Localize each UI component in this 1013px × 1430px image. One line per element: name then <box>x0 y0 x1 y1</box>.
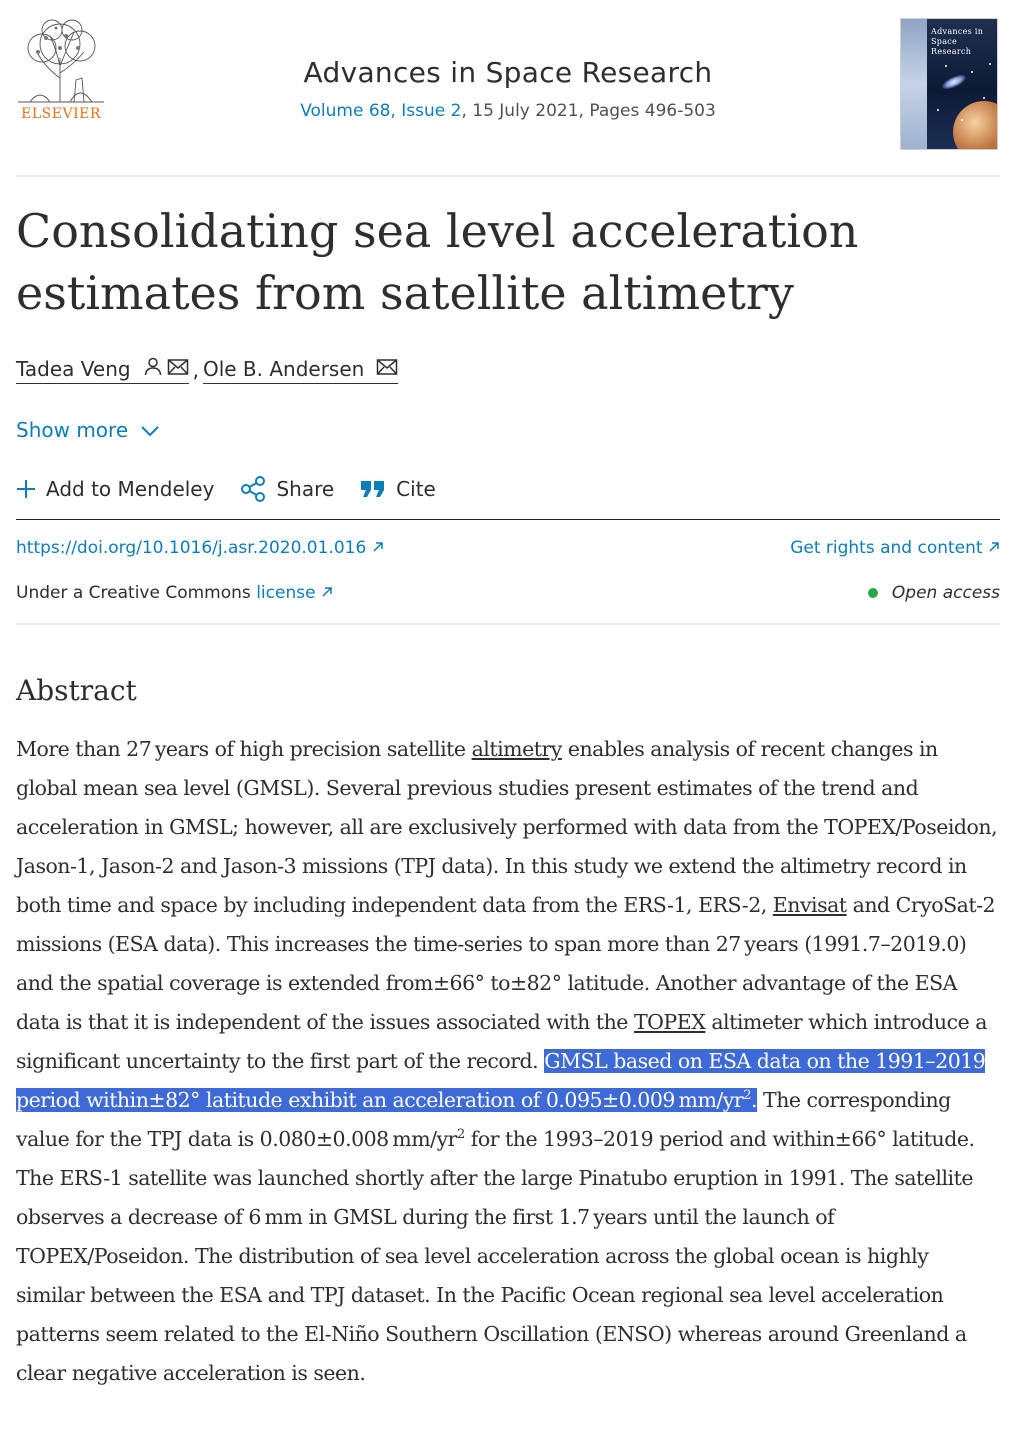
abstract-text <box>16 730 1000 1393</box>
author-separator: , <box>192 358 199 382</box>
journal-cover[interactable] <box>900 18 998 150</box>
topex-link[interactable]: TOPEX <box>633 1010 706 1034</box>
license-link[interactable] <box>256 583 333 603</box>
external-link-icon <box>988 541 1000 553</box>
get-rights-label: Get rights and content <box>790 538 983 558</box>
mail-icon <box>376 357 398 381</box>
abstract-heading: Abstract <box>16 674 137 707</box>
cover-title: Advances in Space Research <box>931 27 984 56</box>
license-link-label: license <box>256 583 316 603</box>
selected-text-end: . <box>750 1088 757 1112</box>
open-access-badge <box>868 583 1000 603</box>
cite-button[interactable] <box>360 477 436 501</box>
external-link-icon <box>321 586 333 598</box>
open-access-label: Open access <box>891 583 1000 603</box>
share-button[interactable] <box>240 476 334 502</box>
show-more-button[interactable] <box>16 418 160 442</box>
external-link-icon <box>372 541 384 553</box>
add-to-mendeley-label: Add to Mendeley <box>46 477 215 501</box>
author-list <box>16 356 398 384</box>
author-name: Ole B. Andersen <box>202 356 365 381</box>
license-info <box>16 583 333 603</box>
author-name: Tadea Veng <box>16 356 131 381</box>
abstract-segment: More than 27 years of high precision satellite <box>16 737 472 761</box>
journal-title[interactable]: Advances in Space Research <box>303 56 713 89</box>
abstract-segment: The corresponding value for the TPJ data is 0.080±0.008 mm/yr <box>16 1088 951 1151</box>
issue-info <box>16 101 1000 121</box>
share-label: Share <box>276 477 335 501</box>
person-icon <box>143 356 163 381</box>
article-actions <box>16 476 462 502</box>
add-to-mendeley-button[interactable] <box>16 477 214 501</box>
superscript: 2 <box>743 1088 751 1104</box>
selected-text-body: GMSL based on ESA data on the 1991–2019 period within±82° latitude exhibit an acceleration of 0.095±0.009 mm/yr <box>16 1049 986 1112</box>
plus-icon <box>16 479 36 499</box>
journal-info <box>16 56 1000 121</box>
share-icon <box>240 476 266 502</box>
cite-label: Cite <box>396 477 436 501</box>
envisat-link[interactable]: Envisat <box>772 893 847 917</box>
superscript: 2 <box>456 1127 465 1143</box>
cover-planet <box>953 101 998 150</box>
doi-link[interactable] <box>16 538 384 558</box>
publisher-wordmark: ELSEVIER <box>21 106 101 122</box>
show-more-label: Show more <box>16 418 129 442</box>
cover-strip <box>901 19 927 149</box>
abstract-segment: and CryoSat-2 missions (ESA data). This increases the time-series to span more than 27 years (1991.7–2019.0) and the spatial coverage is extended from±66° to±82° latitude. Another advantage of the ESA data is that it is independent of the issues associated with the <box>16 893 996 1034</box>
journal-header <box>16 12 1000 154</box>
mail-icon <box>167 357 189 381</box>
doi-text: https://doi.org/10.1016/j.asr.2020.01.016 <box>16 538 367 558</box>
get-rights-link[interactable] <box>790 538 1000 558</box>
abstract-divider <box>16 623 1000 625</box>
chevron-down-icon <box>140 418 160 442</box>
abstract-segment: altimeter which introduce a significant uncertainty to the first part of the record. <box>16 1010 987 1073</box>
author-link[interactable] <box>203 357 398 384</box>
actions-divider <box>16 519 1000 520</box>
cover-galaxy <box>940 72 968 92</box>
header-divider <box>16 175 1000 177</box>
author-link[interactable] <box>16 356 189 384</box>
abstract-segment: for the 1993–2019 period and within±66° latitude. The ERS-1 satellite was launched shortly after the large Pinatubo eruption in 1991. The satellite observes a decrease of 6 mm in GMSL during the first 1.7 years until the launch of TOPEX/Poseidon. The distribution of sea level acceleration across the global ocean is highly similar between the ESA and TPJ dataset. In the Pacific Ocean regional sea level acceleration patterns seem related to the El-Niño Southern Oscillation (ENSO) whereas around Greenland a clear negative acceleration is seen. <box>16 1127 975 1385</box>
open-access-dot <box>868 588 878 598</box>
issue-details: , 15 July 2021, Pages 496-503 <box>461 101 716 121</box>
issue-link[interactable]: Volume 68, Issue 2 <box>300 101 462 121</box>
article-title: Consolidating sea level acceleration estimates from satellite altimetry <box>16 204 859 320</box>
license-prefix: Under a Creative Commons <box>16 583 251 603</box>
altimetry-link[interactable]: altimetry <box>471 737 562 761</box>
abstract-segment: enables analysis of recent changes in global mean sea level (GMSL). Several previous studies present estimates of the trend and acceleration in GMSL; however, all are exclusively performed with data from the TOPEX/Poseidon, Jason-1, Jason-2 and Jason-3 missions (TPJ data). In this study we extend the altimetry record in both time and space by including independent data from the ERS-1, ERS-2, <box>16 737 998 917</box>
quote-icon <box>360 479 386 499</box>
